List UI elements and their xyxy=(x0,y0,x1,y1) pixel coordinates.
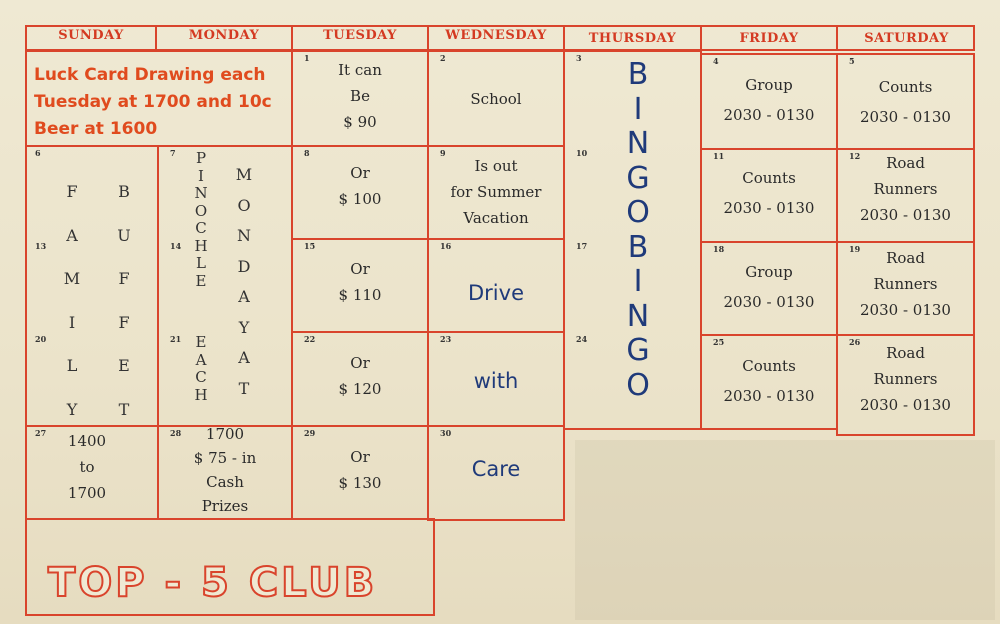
day-number: 26 xyxy=(849,337,861,347)
day-number: 25 xyxy=(713,337,725,347)
saturday-5-text: Counts 2030 - 0130 xyxy=(860,78,951,126)
top-5-club-title: TOP - 5 CLUB xyxy=(48,560,378,606)
header-friday: FRIDAY xyxy=(739,31,799,46)
day-number: 19 xyxy=(849,244,861,254)
day-number: 16 xyxy=(440,241,452,251)
monday-at-vertical-text: M O N D A Y A T xyxy=(235,165,253,398)
day-number: 23 xyxy=(440,334,452,344)
header-monday: MONDAY xyxy=(188,28,260,43)
saturday-26-text: Road Runners 2030 - 0130 xyxy=(860,344,951,414)
background-print xyxy=(575,440,995,620)
day-number: 14 xyxy=(170,241,182,251)
sunday-27-text: 1400 to 1700 xyxy=(67,432,107,502)
day-number: 18 xyxy=(713,244,725,254)
monday-pinochle-cell xyxy=(157,145,293,427)
day-number: 30 xyxy=(440,428,452,438)
wednesday-9-text: Is out for Summer Vacation xyxy=(450,157,542,227)
friday-4-text: Group 2030 - 0130 xyxy=(723,76,815,124)
bingo-vertical-text: B I N G O B I N G O xyxy=(626,57,650,403)
day-number: 10 xyxy=(576,148,588,158)
day-number: 12 xyxy=(849,151,861,161)
day-number: 1 xyxy=(304,53,310,63)
day-number: 24 xyxy=(576,334,588,344)
tuesday-29-text: Or $ 130 xyxy=(338,448,382,492)
pinochle-vertical-text: P I N O C H L E E A C H xyxy=(194,149,208,404)
day-number: 6 xyxy=(35,148,41,158)
tuesday-22-text: Or $ 120 xyxy=(338,354,382,398)
wednesday-23-text: with xyxy=(473,369,519,393)
day-number: 15 xyxy=(304,241,316,251)
wednesday-2-text: School xyxy=(470,90,522,108)
day-number: 11 xyxy=(713,151,725,161)
luck-card-text: Luck Card Drawing each Tuesday at 1700 and 10c Beer at 1600 xyxy=(34,65,272,139)
wednesday-30-text: Care xyxy=(471,457,521,481)
header-saturday: SATURDAY xyxy=(864,31,949,46)
day-number: 8 xyxy=(304,148,310,158)
day-number: 4 xyxy=(713,56,719,66)
day-number: 13 xyxy=(35,241,47,251)
tuesday-1-text: It can Be $ 90 xyxy=(338,61,382,131)
day-number: 9 xyxy=(440,148,446,158)
family-vertical-text: F A M I L Y xyxy=(63,182,81,419)
day-number: 22 xyxy=(304,334,316,344)
day-number: 7 xyxy=(170,148,176,158)
day-number: 3 xyxy=(576,53,582,63)
tuesday-8-text: Or $ 100 xyxy=(338,164,382,208)
wednesday-16-text: Drive xyxy=(468,281,524,305)
friday-11-text: Counts 2030 - 0130 xyxy=(723,169,815,217)
day-number: 5 xyxy=(849,56,855,66)
day-number: 27 xyxy=(35,428,47,438)
header-tuesday: TUESDAY xyxy=(323,28,397,43)
saturday-12-text: Road Runners 2030 - 0130 xyxy=(860,154,951,224)
friday-18-text: Group 2030 - 0130 xyxy=(723,263,815,311)
header-wednesday: WEDNESDAY xyxy=(445,28,547,43)
day-number: 21 xyxy=(170,334,182,344)
header-thursday: THURSDAY xyxy=(588,31,677,46)
day-number: 2 xyxy=(440,53,446,63)
sunday-family-buffet-cell xyxy=(25,145,159,427)
day-number: 29 xyxy=(304,428,316,438)
header-sunday: SUNDAY xyxy=(58,28,124,43)
saturday-19-text: Road Runners 2030 - 0130 xyxy=(860,249,951,319)
buffet-vertical-text: B U F F E T xyxy=(117,182,131,419)
day-number: 28 xyxy=(170,428,182,438)
friday-25-text: Counts 2030 - 0130 xyxy=(723,357,815,405)
monday-28-text: 1700 $ 75 - in Cash Prizes xyxy=(193,425,257,515)
tuesday-15-text: Or $ 110 xyxy=(338,260,382,304)
day-number: 20 xyxy=(35,334,47,344)
day-number: 17 xyxy=(576,241,588,251)
